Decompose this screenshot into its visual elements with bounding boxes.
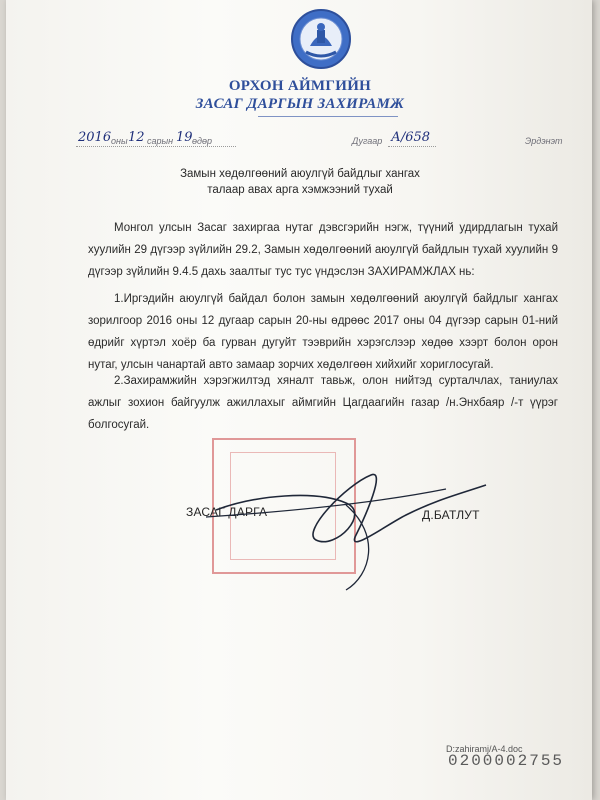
footer-document-code: 0200002755 (448, 752, 565, 770)
date-year-suffix: оны (111, 136, 128, 146)
date-year: 2016 (78, 130, 112, 145)
footer-file-path: D:zahiramj/A-4.doc (446, 744, 523, 754)
document-number-label: Дугаар (352, 136, 383, 146)
document-title-line2: талаар авах арга хэмжээний тухай (207, 184, 393, 196)
state-emblem-icon (290, 8, 352, 70)
header-document-type: ЗАСАГ ДАРГЫН ЗАХИРАМЖ (195, 96, 405, 112)
document-place: Эрдэнэт (525, 136, 563, 146)
header-divider (258, 116, 398, 117)
body-paragraph-item2: 2.Захирамжийн хэрэгжилтэд хяналт тавьж, олон нийтэд сурталчлах, таниулах ажлыг зохион байгуулж ажиллахыг аймгийн Цагдаагийн газар /н.Энхбаяр /-т үүрэг болгосугай. (88, 375, 558, 431)
date-month-suffix: сарын (147, 136, 174, 146)
date-month: 12 (128, 130, 145, 145)
body-paragraph-preamble: Монгол улсын Засаг захиргаа нутаг дэвсгэрийн нэгж, түүний удирдлагын тухай хуулийн 29 дүгээр зүйлийн 29.2, Замын хөдөлгөөний аюулгүй байдлын тухай хуулийн 9 дүгээр зүйлийн 9.4.5 дахь заалтыг тус тус үндэслэн ЗАХИРАМЖЛАХ нь: (88, 222, 558, 278)
signatory-role: ЗАСАГ ДАРГА (186, 505, 268, 519)
header-organization: ОРХОН АЙМГИЙН (228, 78, 372, 94)
date-dotted-line (76, 146, 236, 148)
date-day: 19 (176, 130, 193, 145)
document-title-line1: Замын хөдөлгөөний аюулгүй байдлыг хангах (180, 168, 420, 180)
document-number: А/658 (391, 130, 431, 145)
body-paragraph-item1: 1.Иргэдийн аюулгүй байдал болон замын хөдөлгөөний аюулгүй байдлыг хангах зорилгоор 2016 оны 12 дугаар сарын 20-ны өдрөөс 2017 оны 04 дүгээр сарын 01-ний өдрийг хүртэл хоёр ба гурван дугуйт тээврийн хэрэгслээр хөдөө хээрт болон орон нутаг, улсын чанартай авто замаар зорчих хөдөлгөөн хийхийг хориглосугай. (88, 293, 558, 371)
date-day-suffix: өдөр (192, 136, 212, 146)
signatory-name: Д.БАТЛУТ (422, 508, 480, 522)
number-dotted-line (388, 146, 436, 148)
handwritten-signature (196, 455, 496, 595)
